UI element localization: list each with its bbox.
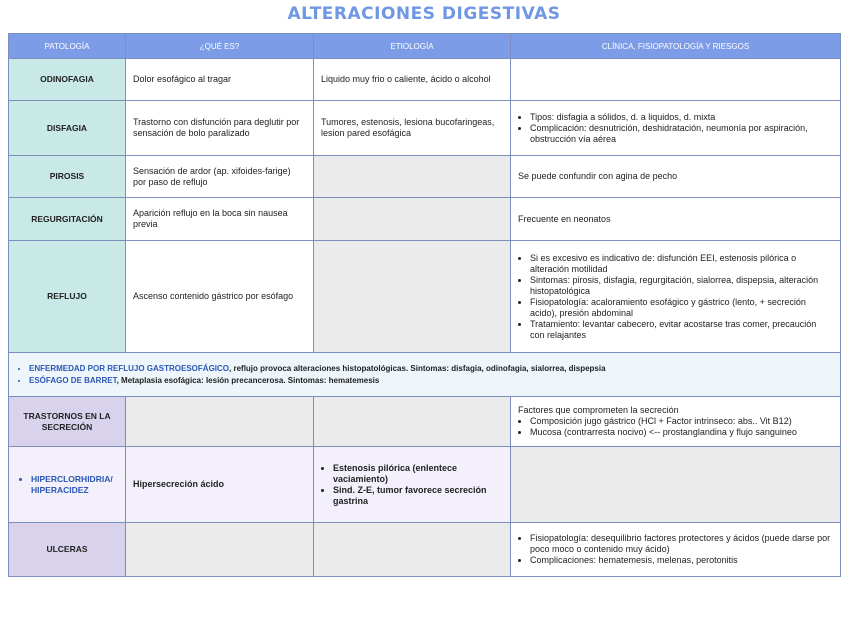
patologia-cell: PIROSIS: [9, 156, 126, 198]
etiologia-cell: [314, 241, 511, 353]
list-item: • Sintomas: pirosis, disfagia, regurgitación, sialorrea, dispepsia, alteración histopatológica: [530, 275, 833, 297]
list-item: • Complicación: desnutrición, deshidratación, neumonía por aspiración, obstrucción vía aérea: [530, 123, 833, 145]
patologia-cell: REGURGITACIÓN: [9, 198, 126, 241]
que-es-cell: Hipersecreción ácido: [126, 447, 314, 523]
clinica-cell: Frecuente en neonatos: [511, 198, 841, 241]
que-es-cell: Aparición reflujo en la boca sin nausea previa: [126, 198, 314, 241]
table-row: [9, 101, 841, 156]
clinica-cell: [511, 59, 841, 101]
etiologia-cell: Tumores, estenosis, lesiona bucofaringeas, lesion pared esofágica: [314, 101, 511, 156]
patologia-cell: ULCERAS: [9, 523, 126, 577]
banner-highlight: ENFERMEDAD POR REFLUJO GASTROESOFÁGICO: [29, 363, 230, 373]
patologia-cell: DISFAGIA: [9, 101, 126, 156]
patologia-cell: [9, 447, 126, 523]
list-item: [29, 363, 832, 375]
etiologia-cell: [314, 156, 511, 198]
que-es-cell: [126, 523, 314, 577]
clinica-intro: Factores que comprometen la secreción: [518, 405, 679, 415]
que-es-cell: [126, 397, 314, 447]
list-item: • Mucosa (contrarresta nocivo) <-- prostanglandina y flujo sanguineo: [530, 427, 833, 438]
patologia-cell: TRASTORNOS EN LA SECRECIÓN: [9, 397, 126, 447]
patologia-cell: ODINOFAGIA: [9, 59, 126, 101]
table-row: [9, 156, 841, 198]
banner-highlight: ESÓFAGO DE BARRET: [29, 375, 117, 385]
table-row: [9, 447, 841, 523]
banner-text: , reflujo provoca alteraciones histopatológicas. Sintomas: disfagia, odinofagia, sialorrea, dispepsia: [229, 363, 606, 373]
que-es-cell: Trastorno con disfunción para deglutir por sensación de bolo paralizado: [126, 101, 314, 156]
etiologia-cell: [314, 447, 511, 523]
etiologia-cell: Liquido muy frio o caliente, ácido o alcohol: [314, 59, 511, 101]
table-row: [9, 523, 841, 577]
clinica-cell: Se puede confundir con agina de pecho: [511, 156, 841, 198]
list-item: • HIPERCLORHIDRIA/ HIPERACIDEZ: [31, 474, 118, 496]
clinica-cell: [511, 241, 841, 353]
list-item: • Composición jugo gástrico (HCl + Factor intrinseco: abs.. Vit B12): [530, 416, 833, 427]
etiologia-cell: [314, 198, 511, 241]
list-item: • Tipos: disfagia a sólidos, d. a liquidos, d. mixta: [530, 112, 833, 123]
que-es-cell: Dolor esofágico al tragar: [126, 59, 314, 101]
table-row: [9, 241, 841, 353]
etiologia-cell: [314, 397, 511, 447]
table-header-row: [9, 34, 841, 59]
list-item: [29, 375, 832, 387]
header-patologia: PATOLOGÍA: [9, 34, 126, 59]
table-row: [9, 59, 841, 101]
banner-text: , Metaplasia esofágica: lesión precancerosa. Sintomas: hematemesis: [116, 375, 380, 385]
table-row: [9, 397, 841, 447]
banner-cell: [9, 353, 841, 397]
que-es-cell: Sensación de ardor (ap. xifoides-farige) por paso de reflujo: [126, 156, 314, 198]
clinica-cell: [511, 447, 841, 523]
header-clinica: CLÍNICA, FISIOPATOLOGÍA Y RIESGOS: [511, 34, 841, 59]
banner-row: [9, 353, 841, 397]
clinica-cell: [511, 397, 841, 447]
list-item: • Sind. Z-E, tumor favorece secreción gastrina: [333, 485, 503, 507]
clinica-cell: [511, 523, 841, 577]
page-title: ALTERACIONES DIGESTIVAS: [287, 4, 561, 24]
list-item: • Estenosis pilórica (enlentece vaciamiento): [333, 463, 503, 485]
list-item: • Fisiopatología: acaloramiento esofágico y gástrico (lento, + secreción acido), presión abdominal: [530, 297, 833, 319]
list-item: • Complicaciones: hematemesis, melenas, perotonitis: [530, 555, 833, 566]
etiologia-cell: [314, 523, 511, 577]
pathology-table: [8, 33, 841, 577]
patologia-cell: REFLUJO: [9, 241, 126, 353]
que-es-cell: Ascenso contenido gástrico por esófago: [126, 241, 314, 353]
list-item: • Tratamiento: levantar cabecero, evitar acostarse tras comer, precaución con relajantes: [530, 319, 833, 341]
header-que-es: ¿QUÉ ES?: [126, 34, 314, 59]
clinica-cell: [511, 101, 841, 156]
header-etiologia: ETIOLOGÍA: [314, 34, 511, 59]
list-item: • Si es excesivo es indicativo de: disfunción EEI, estenosis pilórica o alteración motilidad: [530, 253, 833, 275]
list-item: • Fisiopatología: desequilibrio factores protectores y ácidos (puede darse por poco moco o contenido muy ácido): [530, 533, 833, 555]
table-row: [9, 198, 841, 241]
